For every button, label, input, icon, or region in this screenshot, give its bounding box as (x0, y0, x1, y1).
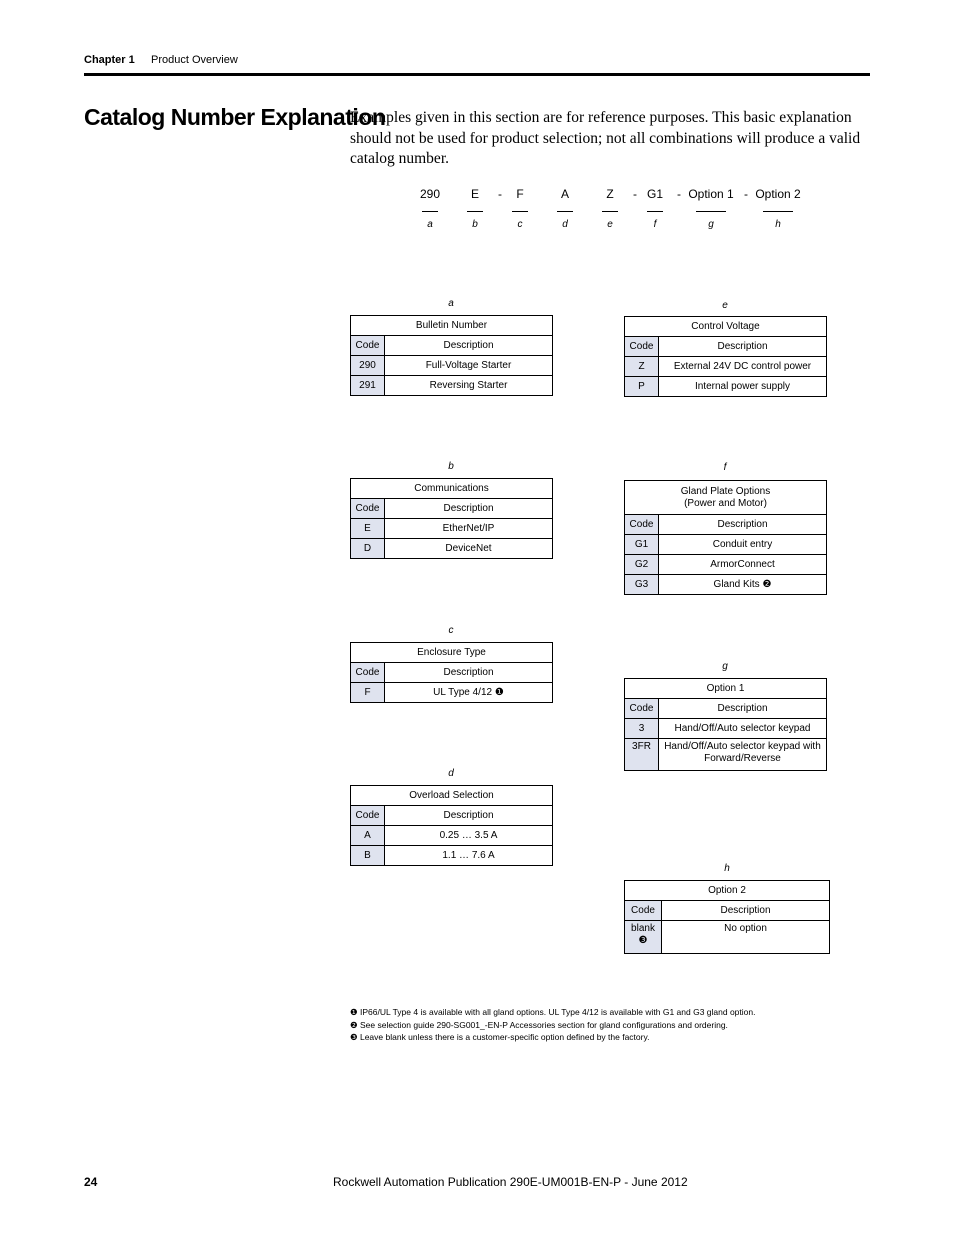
underline (512, 211, 528, 212)
description-cell: Conduit entry (659, 535, 827, 555)
bulletin-number-table (350, 315, 553, 396)
description-header: Description (659, 515, 827, 535)
code-cell: F (351, 683, 385, 703)
code-cell: G1 (625, 535, 659, 555)
catalog-part-f: G1 (646, 187, 663, 201)
description-cell: 1.1 … 7.6 A (385, 846, 553, 866)
description-header: Description (659, 337, 827, 357)
code-header: Code (351, 499, 385, 519)
chapter-title: Product Overview (151, 54, 238, 66)
code-cell: E (351, 519, 385, 539)
description-header: Description (385, 806, 553, 826)
control-voltage-table (624, 316, 827, 397)
catalog-letter: e (607, 219, 613, 230)
description-cell: Full-Voltage Starter (385, 356, 553, 376)
title-line: Gland Plate Options (680, 485, 771, 497)
code-line: blank (631, 923, 655, 934)
description-header: Description (385, 663, 553, 683)
publication-info: Rockwell Automation Publication 290E-UM001B-EN-P - June 2012 (333, 1175, 688, 1189)
table-label: h (724, 863, 730, 874)
catalog-part-e: Z (606, 187, 614, 201)
intro-paragraph: Examples given in this section are for reference purposes. This basic explanation should not be used for product selection; not all combinations will produce a valid catalog number. (350, 109, 861, 167)
communications-table (350, 478, 553, 559)
footnote: ❷ See selection guide 290-SG001_-EN-P Accessories section for gland configurations and ordering. (350, 1019, 728, 1030)
table-title: Communications (351, 479, 553, 499)
table-label: g (722, 661, 728, 672)
catalog-letter: c (517, 219, 523, 230)
table-label: e (722, 300, 728, 311)
description-header: Description (385, 499, 553, 519)
description-cell: 0.25 … 3.5 A (385, 826, 553, 846)
table-label: d (448, 768, 454, 779)
catalog-letter: g (708, 219, 714, 230)
code-header: Code (351, 663, 385, 683)
code-cell: A (351, 826, 385, 846)
catalog-letter: d (562, 219, 568, 230)
gland-plate-options-table (624, 480, 827, 595)
code-header: Code (351, 336, 385, 356)
code-cell: G2 (625, 555, 659, 575)
catalog-part-g: Option 1 (688, 187, 734, 201)
catalog-part-h: Option 2 (755, 187, 801, 201)
code-cell: B (351, 846, 385, 866)
code-header: Code (625, 515, 659, 535)
code-cell: D (351, 539, 385, 559)
table-label: a (448, 298, 454, 309)
description-cell: UL Type 4/12 ❶ (385, 683, 553, 703)
code-header: Code (625, 699, 659, 719)
underline (647, 211, 663, 212)
description-cell: ArmorConnect (659, 555, 827, 575)
underline (422, 211, 438, 212)
description-cell: External 24V DC control power (659, 357, 827, 377)
code-header: Code (625, 901, 662, 921)
code-cell: 3FR (625, 739, 659, 771)
underline (602, 211, 618, 212)
table-title (625, 481, 827, 515)
catalog-part-b: E (470, 187, 479, 201)
header-rule (84, 73, 870, 76)
catalog-part-d: A (560, 187, 569, 201)
table-title: Overload Selection (351, 786, 553, 806)
code-header: Code (625, 337, 659, 357)
description-header: Description (385, 336, 553, 356)
description-cell: No option (662, 921, 830, 954)
enclosure-type-table (350, 642, 553, 703)
code-cell: 290 (351, 356, 385, 376)
underline (467, 211, 483, 212)
code-cell: G3 (625, 575, 659, 595)
chapter-label: Chapter 1 (84, 54, 135, 66)
section-title: Catalog Number Explanation (84, 104, 386, 130)
description-cell: DeviceNet (385, 539, 553, 559)
description-header: Description (662, 901, 830, 921)
table-title: Enclosure Type (351, 643, 553, 663)
code-cell: 3 (625, 719, 659, 739)
code-line: ❸ (638, 935, 648, 946)
table-label: b (448, 461, 454, 472)
catalog-letter: f (653, 219, 657, 230)
description-cell: EtherNet/IP (385, 519, 553, 539)
description-cell: Hand/Off/Auto selector keypad (659, 719, 827, 739)
title-line: (Power and Motor) (684, 497, 767, 509)
description-header: Description (659, 699, 827, 719)
table-title: Option 1 (625, 679, 827, 699)
code-header: Code (351, 806, 385, 826)
underline (557, 211, 573, 212)
description-cell (659, 739, 827, 771)
catalog-part-c: F (516, 187, 524, 201)
catalog-letter: a (427, 219, 433, 230)
table-label: f (723, 462, 727, 473)
catalog-dash: - (677, 187, 681, 201)
catalog-letter: h (775, 219, 781, 230)
catalog-part-a: 290 (419, 187, 441, 201)
description-cell: Reversing Starter (385, 376, 553, 396)
code-cell: Z (625, 357, 659, 377)
underline (696, 211, 726, 212)
description-line: Hand/Off/Auto selector keypad with (664, 741, 821, 752)
code-cell (625, 921, 662, 954)
overload-selection-table (350, 785, 553, 866)
option-2-table (624, 880, 830, 954)
footnotes (350, 1006, 755, 1044)
table-title: Option 2 (625, 881, 830, 901)
footnote: ❸ Leave blank unless there is a customer-specific option defined by the factory. (350, 1032, 650, 1043)
table-title: Bulletin Number (351, 316, 553, 336)
option-1-table (624, 678, 827, 771)
underline (763, 211, 793, 212)
footnote: ❶ IP66/UL Type 4 is available with all gland options. UL Type 4/12 is available with G1 and G3 gland option. (350, 1007, 756, 1017)
catalog-letter: b (472, 219, 478, 230)
page-number: 24 (84, 1175, 98, 1189)
code-cell: 291 (351, 376, 385, 396)
code-cell: P (625, 377, 659, 397)
catalog-dash: - (633, 187, 637, 201)
catalog-dash: - (744, 187, 748, 201)
description-line: Forward/Reverse (704, 753, 781, 764)
catalog-dash: - (498, 187, 502, 201)
table-label: c (448, 625, 454, 636)
description-cell: Gland Kits ❷ (659, 575, 827, 595)
description-cell: Internal power supply (659, 377, 827, 397)
table-title: Control Voltage (625, 317, 827, 337)
